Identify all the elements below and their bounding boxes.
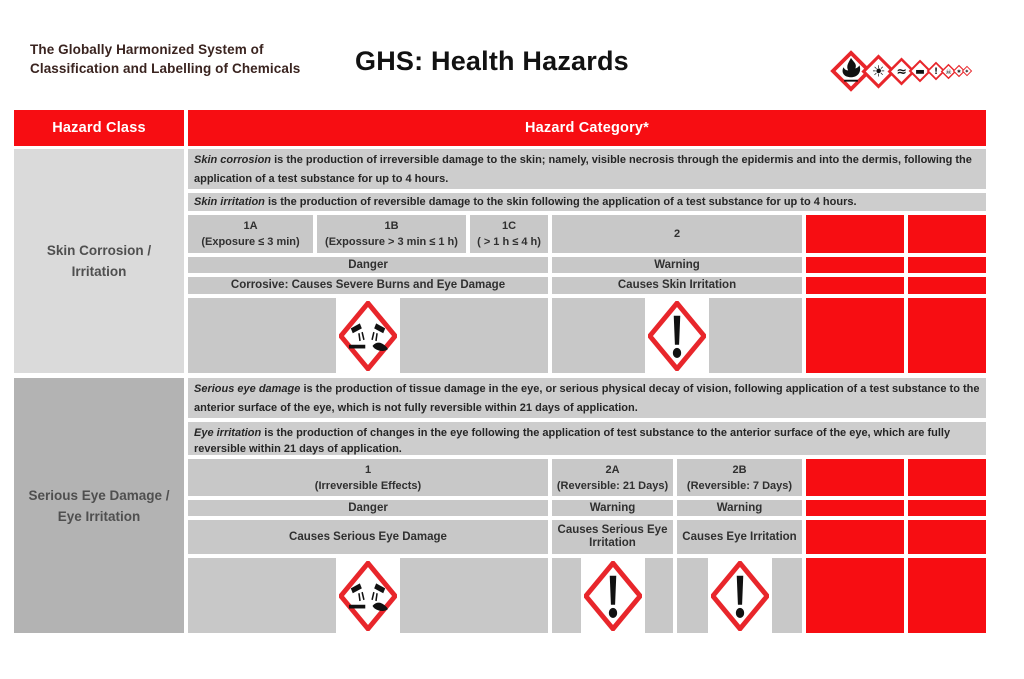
signal-word-danger: Danger — [188, 500, 548, 516]
pictogram-cell — [552, 298, 802, 373]
red-spacer-cell — [908, 459, 986, 496]
category-cell-2b: 2B (Reversible: 7 Days) — [677, 459, 802, 496]
red-spacer-cell — [806, 277, 904, 294]
exclamation-mark-pictogram — [581, 558, 645, 633]
red-spacer-cell — [806, 298, 904, 373]
ghs-hazard-table — [14, 110, 986, 638]
pictogram-cell — [552, 558, 673, 633]
svg-text:≈: ≈ — [896, 63, 907, 79]
table-header-row — [14, 110, 986, 146]
red-spacer-cell — [908, 215, 986, 253]
hazard-statement-serious-eye-irritation: Causes Serious Eye Irritation — [552, 520, 673, 554]
signal-word-warning: Warning — [552, 257, 802, 273]
ghs-pictogram-logo — [831, 48, 972, 94]
svg-text:∗: ∗ — [956, 68, 961, 75]
signal-word-warning: Warning — [677, 500, 802, 516]
signal-word-warning: Warning — [552, 500, 673, 516]
svg-text:☠: ☠ — [945, 66, 952, 76]
pictogram-row-skin — [188, 298, 802, 373]
red-spacer-cell — [908, 257, 986, 273]
svg-text:▬: ▬ — [915, 65, 926, 78]
section-skin-corrosion-irritation — [14, 149, 986, 373]
pictogram-row-eye — [188, 558, 802, 633]
red-spacer-cell — [908, 558, 986, 633]
category-cell-1: 1 (Irreversible Effects) — [188, 459, 548, 496]
exclamation-mark-pictogram — [645, 298, 709, 373]
red-spacer-cell — [806, 558, 904, 633]
corrosion-pictogram — [336, 298, 400, 373]
hazard-statement-row-eye — [188, 520, 802, 554]
pictogram-cell — [677, 558, 802, 633]
exclamation-mark-pictogram — [708, 558, 772, 633]
red-spacer-cell — [806, 500, 904, 516]
signal-word-row-skin — [188, 257, 802, 273]
red-spacer-cell — [908, 520, 986, 554]
category-cell-1a: 1A (Exposure ≤ 3 min) — [188, 215, 313, 253]
red-spacer-cell — [908, 500, 986, 516]
svg-text:∗: ∗ — [965, 69, 969, 75]
category-cell-2: 2 — [552, 215, 802, 253]
description-serious-eye-damage: Serious eye damage is the production of tissue damage in the eye, or serious physical decay of vision, following application of a test substance to the anterior surface of the eye, which is not fully reversible within 21 days of application. — [188, 378, 986, 418]
signal-word-row-eye — [188, 500, 802, 516]
svg-text:☀: ☀ — [871, 62, 886, 81]
hazard-statement-serious-eye-damage: Causes Serious Eye Damage — [188, 520, 548, 554]
hazard-statement-corrosive: Corrosive: Causes Severe Burns and Eye Damage — [188, 277, 548, 294]
environment-icon — [962, 66, 972, 76]
hazard-class-cell-skin: Skin Corrosion / Irritation — [14, 149, 184, 373]
red-spacer-cell — [806, 459, 904, 496]
hazard-class-header: Hazard Class — [14, 110, 184, 146]
category-cell-1c: 1C ( > 1 h ≤ 4 h) — [470, 215, 548, 253]
category-cell-1b: 1B (Expossure > 3 min ≤ 1 h) — [317, 215, 466, 253]
tagline-line-1: The Globally Harmonized System of — [30, 42, 264, 57]
description-skin-corrosion: Skin corrosion is the production of irreversible damage to the skin; namely, visible necrosis through the epidermis and into the dermis, following the application of a test substance for up to 4 hours. — [188, 149, 986, 189]
pictogram-cell — [188, 558, 548, 633]
corrosion-pictogram — [336, 558, 400, 633]
red-spacer-cell — [908, 277, 986, 294]
hazard-statement-row-skin — [188, 277, 802, 294]
red-spacer-cell — [806, 257, 904, 273]
section-serious-eye-damage-irritation — [14, 378, 986, 633]
red-spacer-cell — [806, 520, 904, 554]
description-eye-irritation: Eye irritation is the production of changes in the eye following the application of test substance to the anterior surface of the eye, which are fully reversible within 21 days of application. — [188, 422, 986, 455]
signal-word-danger: Danger — [188, 257, 548, 273]
svg-text:!: ! — [933, 65, 938, 76]
pictogram-cell — [188, 298, 548, 373]
category-row-eye — [188, 459, 802, 496]
ghs-tagline — [30, 40, 300, 78]
category-cell-2a: 2A (Reversible: 21 Days) — [552, 459, 673, 496]
hazard-class-cell-eye: Serious Eye Damage / Eye Irritation — [14, 378, 184, 633]
description-skin-irritation: Skin irritation is the production of reversible damage to the skin following the application of a test substance for up to 4 hours. — [188, 193, 986, 211]
hazard-statement-skin-irritation: Causes Skin Irritation — [552, 277, 802, 294]
red-spacer-cell — [908, 298, 986, 373]
hazard-statement-eye-irritation: Causes Eye Irritation — [677, 520, 802, 554]
page-title: GHS: Health Hazards — [355, 46, 629, 76]
tagline-line-2: Classification and Labelling of Chemicals — [30, 61, 301, 76]
red-spacer-cell — [806, 215, 904, 253]
hazard-category-header: Hazard Category* — [188, 110, 986, 146]
category-row-skin — [188, 215, 802, 253]
